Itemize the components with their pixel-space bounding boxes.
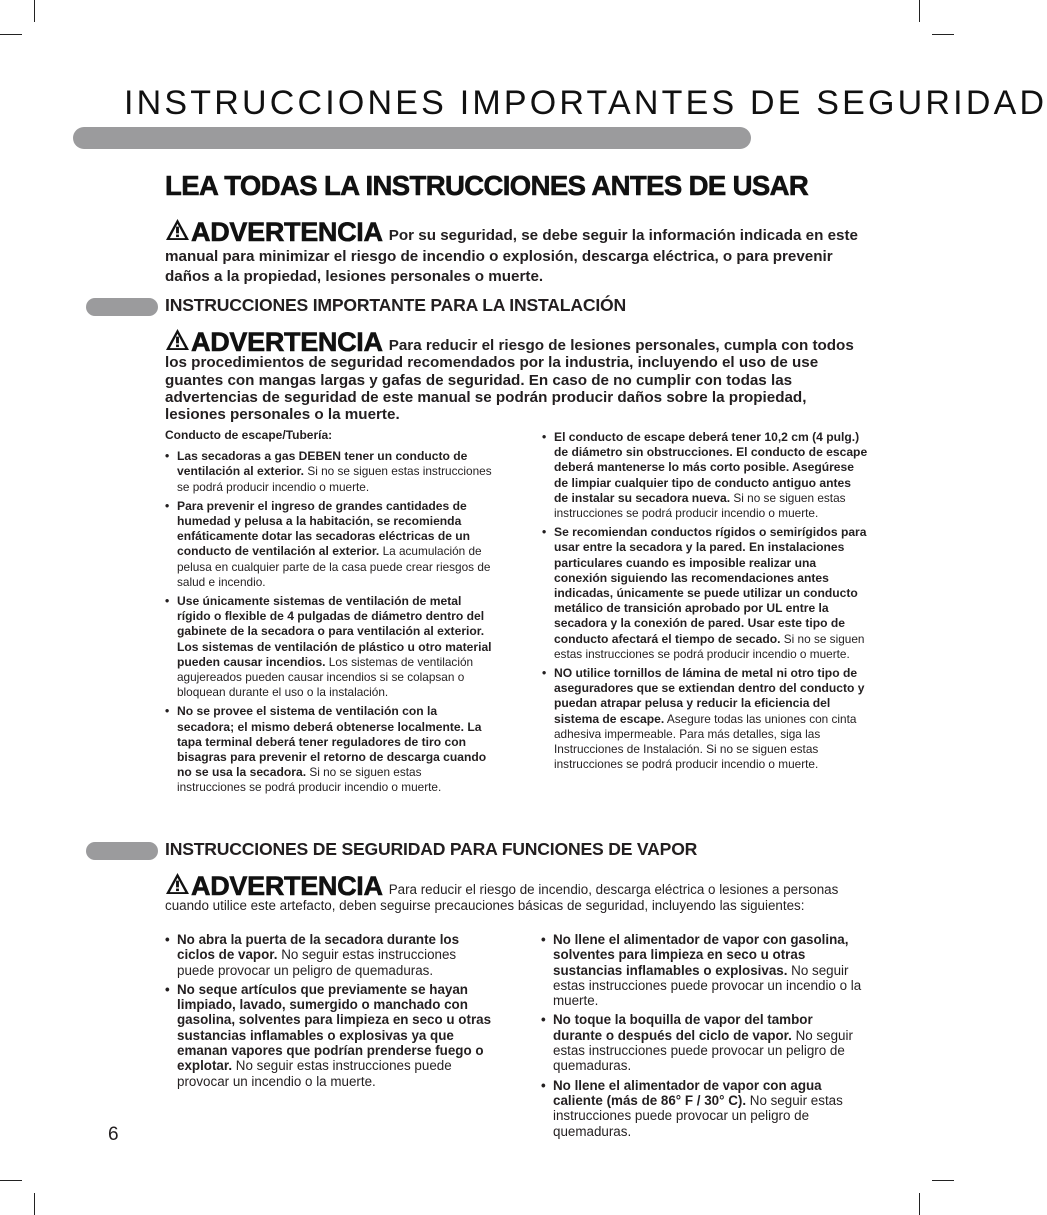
warning-triangle-icon xyxy=(165,872,190,895)
warning-triangle-icon xyxy=(165,328,190,351)
list-item: • No seque artículos que previamente se hayan limpiado, lavado, sumergido o manchado con gasolina, solventes para limpieza en seco u otras sustancias inflamables o explosivas ya que emanan vapores que podrían prenderse fuego o explotar. No seguir estas instrucciones puede provocar un incendio o la muerte. xyxy=(165,982,495,1089)
crop-mark xyxy=(919,1193,920,1215)
warning-installation xyxy=(165,328,860,423)
installation-left-column xyxy=(165,428,493,800)
warning-text: Por su seguridad, se debe seguir la información indicada en este manual para minimizar el riesgo de incendio o explosión, descarga eléctrica, o para prevenir daños a la propiedad, lesiones personales o muerte. xyxy=(165,227,858,285)
vapor-left-column xyxy=(165,932,495,1093)
page-number: 6 xyxy=(108,1124,119,1145)
crop-mark xyxy=(34,0,35,22)
installation-left-list xyxy=(165,449,493,795)
list-item: • Para prevenir el ingreso de grandes cantidades de humedad y pelusa a la habitación, se recomienda enfáticamente dotar las secadoras eléctricas de un conducto de ventilación al exterior. La acumulación de pelusa en cualquier parte de la casa puede crear riesgos de salud e incendio. xyxy=(165,499,493,590)
list-item: • NO utilice tornillos de lámina de metal ni otro tipo de aseguradores que se extiendan dentro del conducto y puedan atrapar pelusa y reducir la eficiencia del sistema de escape. Asegure todas las uniones con cinta adhesiva impermeable. Para más detalles, siga las Instrucciones de Instalación. Si no se siguen estas instrucciones se podrá producir incendio o muerte. xyxy=(542,666,868,772)
warning-word: ADVERTENCIA xyxy=(191,871,383,901)
crop-mark xyxy=(34,1193,35,1215)
crop-mark xyxy=(919,0,920,22)
crop-mark xyxy=(932,34,954,35)
installation-right-list xyxy=(542,430,868,772)
vapor-right-column xyxy=(541,932,863,1143)
section-pill xyxy=(86,298,158,316)
list-item: • Use únicamente sistemas de ventilación de metal rígido o flexible de 4 pulgadas de diámetro dentro del gabinete de la secadora o para ventilación al exterior. Los sistemas de ventilación de plástico u otro material pueden causar incendios. Los sistemas de ventilación agujereados pueden causar incendios si se colapsan o bloquean durante el uso o la instalación. xyxy=(165,594,493,700)
list-item: • Se recomiendan conductos rígidos o semirígidos para usar entre la secadora y la pared. En instalaciones particulares cuando es imposible realizar una conexión siguiendo las recomendaciones antes indicadas, únicamente se puede utilizar un conducto metálico de transición aprobado por UL entre la secadora y la conexión de pared. Usar este tipo de conducto afectará el tiempo de secado. Si no se siguen estas instrucciones se podrá producir incendio o muerte. xyxy=(542,525,868,662)
crop-mark xyxy=(932,1180,954,1181)
page-title: INSTRUCCIONES IMPORTANTES DE SEGURIDAD xyxy=(124,83,1047,123)
warning-triangle-icon xyxy=(165,218,190,241)
vapor-heading: INSTRUCCIONES DE SEGURIDAD PARA FUNCIONES DE VAPOR xyxy=(165,839,698,859)
list-item: • No llene el alimentador de vapor con gasolina, solventes para limpieza en seco u otras sustancias inflamables o explosivas. No seguir estas instrucciones puede provocar un incendio o la muerte. xyxy=(541,932,863,1008)
warning-text: Para reducir el riesgo de lesiones personales, cumpla con todos los procedimientos de seguridad recomendados por la industria, incluyendo el uso de use guantes con mangas largas y gafas de seguridad. En caso de no cumplir con todas las advertencias de seguridad de este manual se podrán producir daños sobre la propiedad, lesiones personales o la muerte. xyxy=(165,337,854,424)
list-item: • El conducto de escape deberá tener 10,2 cm (4 pulg.) de diámetro sin obstrucciones. El conducto de escape deberá mantenerse lo más corto posible. Asegúrese de limpiar cualquier tipo de conducto antiguo antes de instalar su secadora nueva. Si no se siguen estas instrucciones se podrá producir incendio o muerte. xyxy=(542,430,868,521)
title-bar xyxy=(73,127,751,149)
warning-general xyxy=(165,218,870,288)
list-item: • No llene el alimentador de vapor con agua caliente (más de 86° F / 30° C). No seguir estas instrucciones puede provocar un peligro de quemaduras. xyxy=(541,1078,863,1139)
warning-vapor xyxy=(165,872,865,913)
sub-title: LEA TODAS LA INSTRUCCIONES ANTES DE USAR xyxy=(165,170,809,201)
installation-right-column xyxy=(542,430,868,776)
list-item: • Las secadoras a gas DEBEN tener un conducto de ventilación al exterior. Si no se siguen estas instrucciones se podrá producir incendio o muerte. xyxy=(165,449,493,495)
vapor-left-list xyxy=(165,932,495,1089)
section-pill xyxy=(86,842,158,860)
list-item: • No se provee el sistema de ventilación con la secadora; el mismo deberá obtenerse localmente. La tapa terminal deberá tener reguladores de tiro con bisagras para prevenir el retorno de descarga cuando no se usa la secadora. Si no se siguen estas instrucciones se podrá producir incendio o muerte. xyxy=(165,704,493,795)
vapor-right-list xyxy=(541,932,863,1139)
duct-label: Conducto de escape/Tubería: xyxy=(165,428,333,442)
warning-text: Para reducir el riesgo de incendio, descarga eléctrica o lesiones a personas cuando utilice este artefacto, deben seguirse precauciones básicas de seguridad, incluyendo las siguientes: xyxy=(165,882,839,913)
crop-mark xyxy=(0,34,22,35)
crop-mark xyxy=(0,1180,22,1181)
installation-heading: INSTRUCCIONES IMPORTANTE PARA LA INSTALACIÓN xyxy=(165,295,627,315)
warning-word: ADVERTENCIA xyxy=(191,217,383,247)
warning-word: ADVERTENCIA xyxy=(191,327,383,357)
list-item: • No abra la puerta de la secadora durante los ciclos de vapor. No seguir estas instrucciones puede provocar un peligro de quemaduras. xyxy=(165,932,495,978)
list-item: • No toque la boquilla de vapor del tambor durante o después del ciclo de vapor. No seguir estas instrucciones puede provocar un peligro de quemaduras. xyxy=(541,1012,863,1073)
